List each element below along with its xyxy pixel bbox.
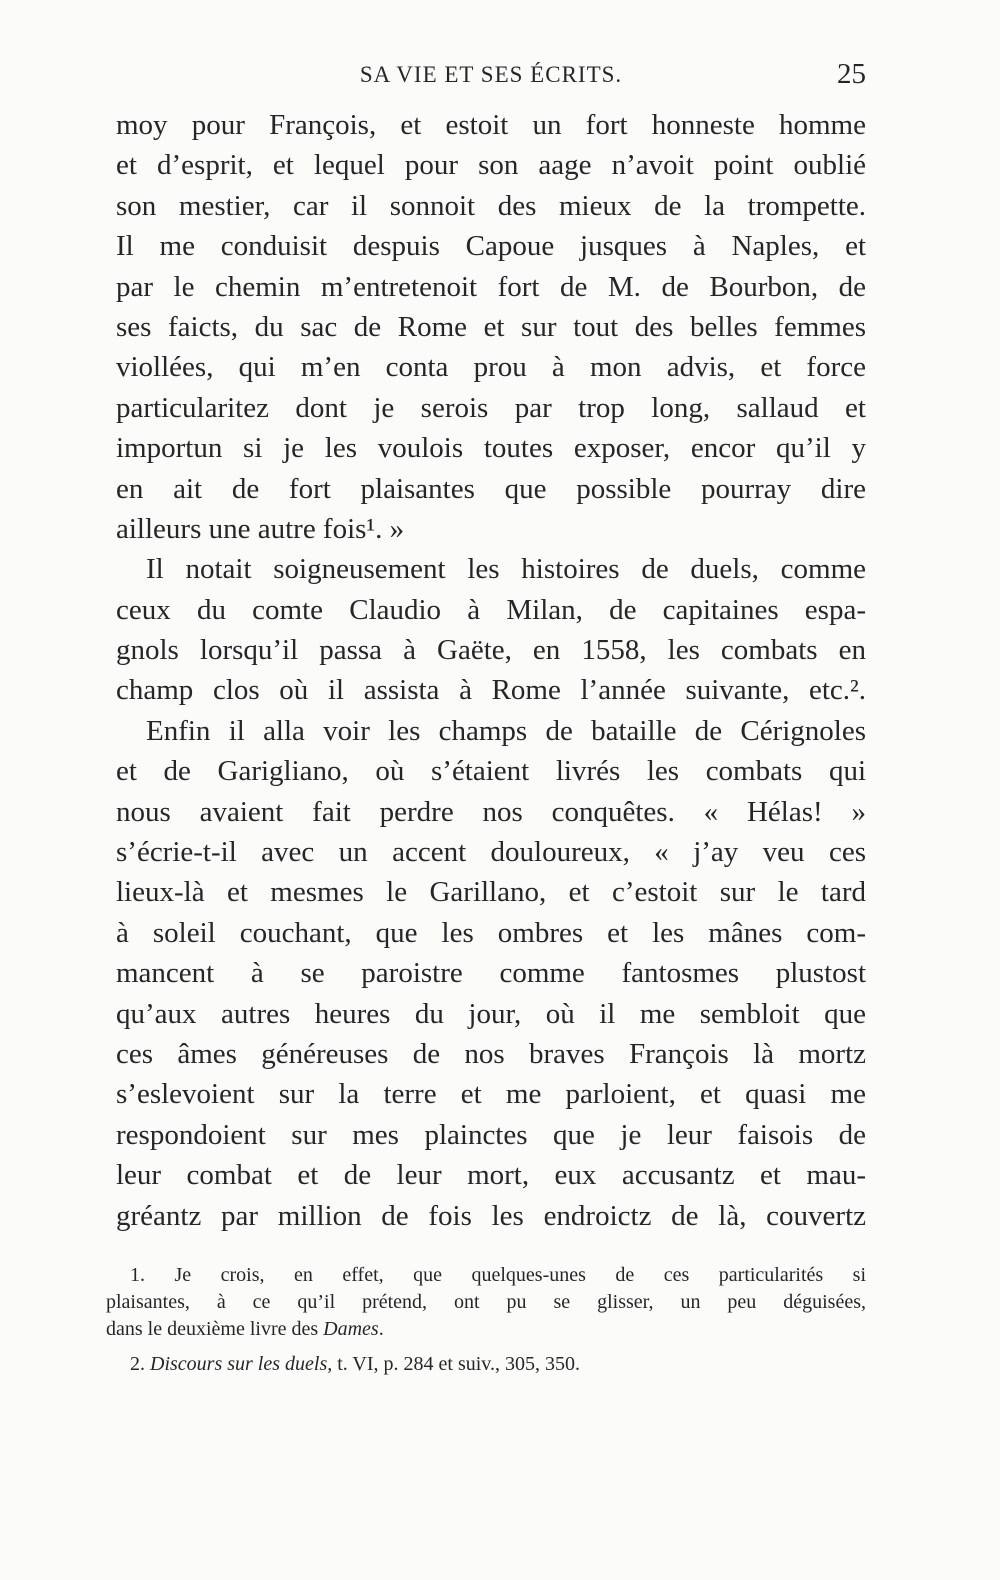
main-text <box>116 105 866 1236</box>
running-title: SA VIE ET SES ÉCRITS. <box>359 62 623 87</box>
footnotes <box>106 1262 866 1378</box>
text-line: importun si je les voulois toutes exposer, encor qu’il y <box>116 432 866 465</box>
footnote-1-line <box>106 1316 866 1343</box>
text-line: et de Garigliano, où s’étaient livrés les combats qui <box>116 755 866 788</box>
footnote-2-line <box>106 1351 866 1378</box>
footnote-1-title: Dames <box>323 1318 379 1340</box>
footnote-2-text: t. VI, p. 284 et suiv., 305, 350. <box>332 1353 581 1375</box>
footnote-2-number: 2. <box>130 1353 150 1375</box>
text-line: champ clos où il assista à Rome l’année suivante, etc.². <box>116 674 866 707</box>
footnote-1-end: . <box>378 1318 384 1340</box>
text-line: viollées, qui m’en conta prou à mon advis, et force <box>116 351 866 384</box>
text-line: leur combat et de leur mort, eux accusantz et mau- <box>116 1159 866 1192</box>
text-line: nous avaient fait perdre nos conquêtes. « Hélas! » <box>116 795 866 828</box>
text-line: ceux du comte Claudio à Milan, de capitaines espa- <box>116 593 866 626</box>
footnote-1-line: 1. Je crois, en effet, que quelques-unes de ces particularités si <box>130 1264 866 1286</box>
running-head <box>116 58 866 98</box>
text-line: par le chemin m’entretenoit fort de M. de Bourbon, de <box>116 270 866 303</box>
text-line: Il notait soigneusement les histoires de duels, comme <box>146 553 866 586</box>
footnote-1-text: dans le deuxième livre des <box>106 1318 324 1340</box>
text-line: particularitez dont je serois par trop long, sallaud et <box>116 391 866 424</box>
text-line: son mestier, car il sonnoit des mieux de la trompette. <box>116 189 866 222</box>
text-line: s’eslevoient sur la terre et me parloient, et quasi me <box>116 1078 866 1111</box>
text-line: à soleil couchant, que les ombres et les mânes com- <box>116 916 866 949</box>
text-line: gréantz par million de fois les endroictz de là, couvertz <box>116 1199 866 1232</box>
text-line: ses faicts, du sac de Rome et sur tout des belles femmes <box>116 310 866 343</box>
text-line: Enfin il alla voir les champs de bataille de Cérignoles <box>146 714 866 747</box>
text-line: mancent à se paroistre comme fantosmes plustost <box>116 957 866 990</box>
page-number: 25 <box>837 58 866 90</box>
text-line: lieux-là et mesmes le Garillano, et c’estoit sur le tard <box>116 876 866 909</box>
text-line: ailleurs une autre fois¹. » <box>116 512 405 545</box>
text-line: moy pour François, et estoit un fort honneste homme <box>116 109 866 141</box>
text-line: ces âmes généreuses de nos braves François là mortz <box>116 1037 866 1070</box>
footnote-1-line: plaisantes, à ce qu’il prétend, ont pu se glisser, un peu déguisées, <box>106 1291 866 1313</box>
text-line: en ait de fort plaisantes que possible pourray dire <box>116 472 866 505</box>
text-line: Il me conduisit despuis Capoue jusques à Naples, et <box>116 230 866 263</box>
footnote-2-title: Discours sur les duels, <box>150 1353 333 1375</box>
text-line: qu’aux autres heures du jour, où il me sembloit que <box>116 997 866 1030</box>
text-line: et d’esprit, et lequel pour son aage n’avoit point oublié <box>116 149 866 182</box>
text-line: s’écrie-t-il avec un accent douloureux, « j’ay veu ces <box>116 836 866 869</box>
text-line: respondoient sur mes plainctes que je leur faisois de <box>116 1118 866 1151</box>
text-line: gnols lorsqu’il passa à Gaëte, en 1558, les combats en <box>116 634 866 667</box>
